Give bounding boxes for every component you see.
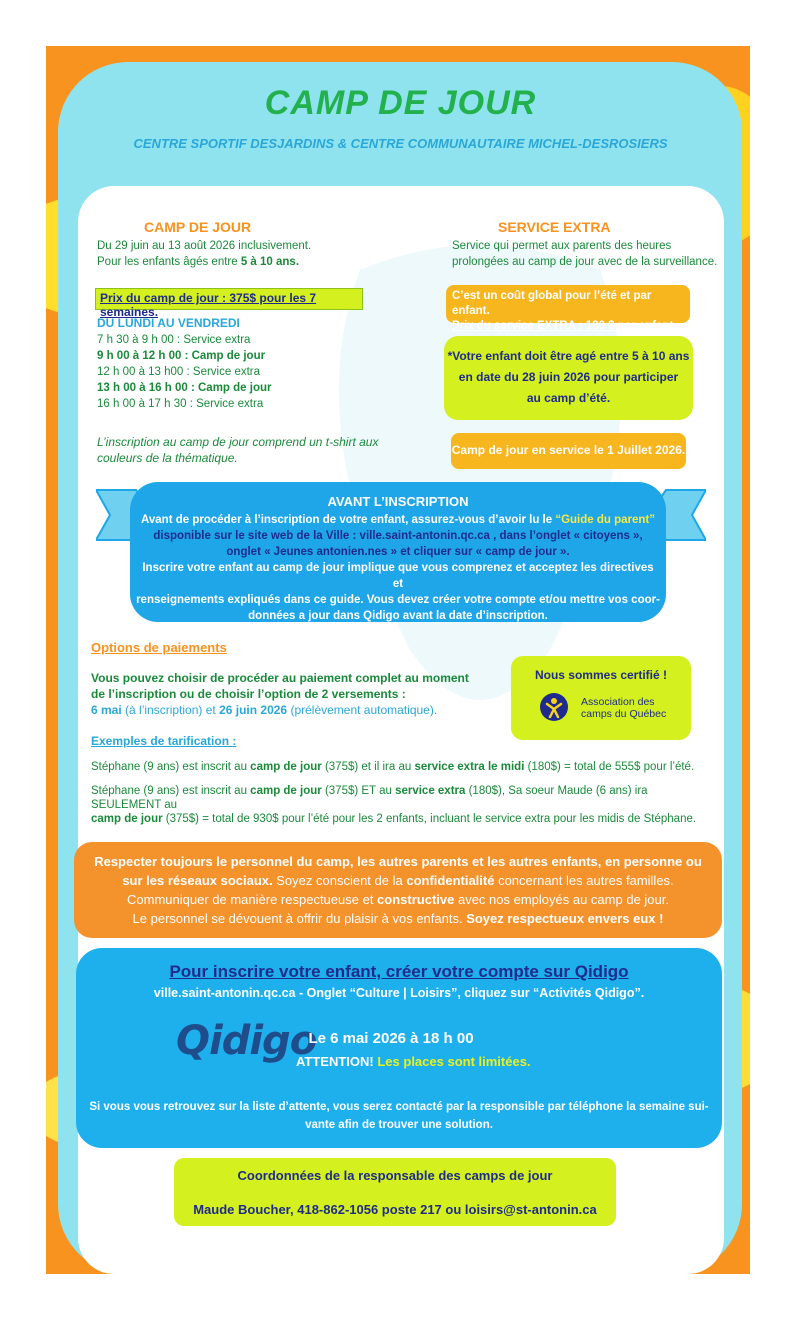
schedule-item: 7 h 30 à 9 h 00 : Service extra xyxy=(97,334,251,346)
payment-text: Vous pouvez choisir de procéder au paiement complet au moment de l’inscription ou de choisir l’option de 2 versements : 6 mai (à l’inscription) et 26 juin 2026 (prélèvement automatique). xyxy=(91,671,469,717)
avant-inscription-box: AVANT L’INSCRIPTION Avant de procéder à l’inscription de votre enfant, assurez-vous d’avoir lu le “Guide du parent” disponible sur le site web de la Ville : ville.saint-antonin.qc.ca , dans l’onglet « citoyens », onglet « Jeunes antonien.nes » et cliquer sur « camp de jour ». Inscrire votre enfant au camp de jour implique que vous comprenez et acceptez les directives et renseignements expliqués dans ce guide. Vous devez créer votre compte et/ou mettre vos coor- données a jour dans Qidigo avant la date d’inscription. xyxy=(130,482,666,622)
contact-box xyxy=(174,1158,616,1226)
payment-heading: Options de paiements xyxy=(91,640,227,655)
camp-price-badge xyxy=(95,288,363,319)
schedule-list xyxy=(97,332,417,412)
avant-heading: AVANT L’INSCRIPTION xyxy=(327,494,469,509)
acq-logo-icon xyxy=(539,692,569,722)
schedule-item: 12 h 00 à 13 h00 : Service extra xyxy=(97,366,261,378)
camp-info xyxy=(97,238,427,270)
contact-details: Maude Boucher, 418-862-1056 poste 217 ou loisirs@st-antonin.ca xyxy=(193,1202,597,1217)
camp-ages: Pour les enfants âgés entre 5 à 10 ans. xyxy=(97,256,300,268)
camp-price: Prix du camp de jour : 375$ pour les 7 semaines. xyxy=(100,291,317,319)
certification-box xyxy=(511,656,691,740)
registration-date: Le 6 mai 2026 à 18 h 00 xyxy=(308,1030,474,1047)
certification-heading: Nous sommes certifié ! xyxy=(534,668,668,682)
extra-cost-badge: C’est un coût global pour l’été et par enfant. Prix du service EXTRA : 180 $ par enfant. xyxy=(446,285,690,323)
qidigo-logo: Qidigo xyxy=(176,1018,317,1064)
respect-notice-box: Respecter toujours le personnel du camp, les autres parents et les autres enfants, en personne ou sur les réseaux sociaux. Soyez conscient de la confidentialité concernant les autres familles. Communiquer de manière respectueuse et constructive avec nos employés au camp de jour. Le personnel se dévouent à offrir du plaisir à vos enfants. Soyez respectueux envers eux ! xyxy=(74,842,722,938)
schedule-item: 9 h 00 à 12 h 00 : Camp de jour xyxy=(97,350,266,362)
example-2: Stéphane (9 ans) est inscrit au camp de jour (375$) ET au service extra (180$), Sa soeur Maude (6 ans) ira SEULEMENT au camp de jour (375$) = total de 930$ pour l’été pour les 2 enfants, incluant le service extra pour les midis de Stéphane. xyxy=(91,785,697,825)
extra-info: Service qui permet aux parents des heures prolongées au camp de jour avec de la surveillance. xyxy=(452,240,718,268)
contact-heading: Coordonnées de la responsable des camps de jour xyxy=(237,1168,553,1183)
days-heading: DU LUNDI AU VENDREDI xyxy=(97,316,240,330)
qidigo-instructions: ville.saint-antonin.qc.ca - Onglet “Culture | Loisirs”, cliquez sur “Activités Qidigo”. xyxy=(153,986,645,1000)
tshirt-note: L’inscription au camp de jour comprend un t-shirt aux couleurs de la thématique. xyxy=(97,435,379,465)
camp-heading: CAMP DE JOUR xyxy=(144,219,252,235)
page-title: CAMP DE JOUR xyxy=(264,84,537,122)
extra-heading: SERVICE EXTRA xyxy=(498,219,611,235)
page-subtitle: CENTRE SPORTIF DESJARDINS & CENTRE COMMUNAUTAIRE MICHEL-DESROSIERS xyxy=(133,136,668,151)
waitlist-note: Si vous vous retrouvez sur la liste d’attente, vous serez contacté par la responsible par téléphone la semaine sui- vante afin de trouver une solution. xyxy=(89,1101,709,1131)
attention-note: ATTENTION! Les places sont limitées. xyxy=(296,1054,531,1069)
example-1: Stéphane (9 ans) est inscrit au camp de jour (375$) et il ira au service extra le midi (180$) = total de 555$ pour l’été. xyxy=(91,761,695,773)
schedule-item: 16 h 00 à 17 h 30 : Service extra xyxy=(97,398,264,410)
acq-label: Association des camps du Québec xyxy=(581,696,667,720)
age-requirement-box: *Votre enfant doit être agé entre 5 à 10 ans en date du 28 juin 2026 pour participer au camp d’été. xyxy=(444,336,693,420)
camp-dates: Du 29 juin au 13 août 2026 inclusivement. xyxy=(97,240,312,252)
qidigo-registration-box xyxy=(76,948,722,1148)
service-date-box: Camp de jour en service le 1 Juillet 2026. xyxy=(451,433,686,469)
qidigo-link[interactable]: Pour inscrire votre enfant, créer votre compte sur Qidigo xyxy=(169,962,629,981)
schedule-item: 13 h 00 à 16 h 00 : Camp de jour xyxy=(97,382,272,394)
examples-heading: Exemples de tarification : xyxy=(91,734,237,748)
